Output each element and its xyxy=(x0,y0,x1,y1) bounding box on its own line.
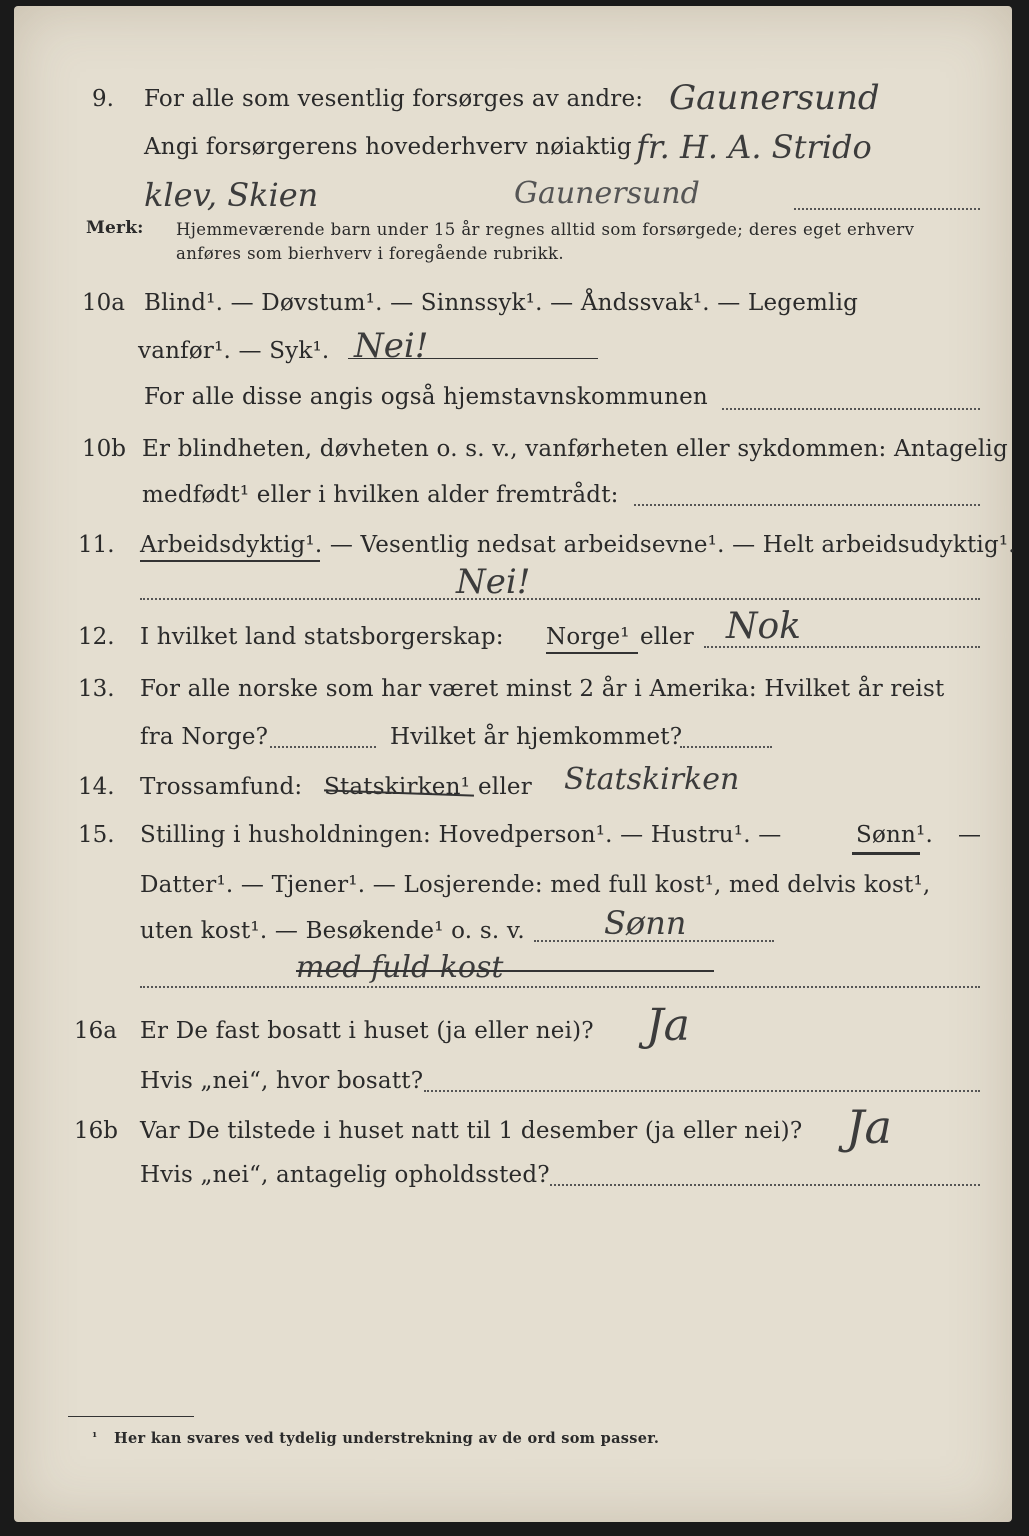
q14-eller: eller xyxy=(478,774,532,800)
census-form-page xyxy=(14,6,1016,1522)
q14-label: Trossamfund: xyxy=(140,774,303,800)
q11-underline-arbeidsdyktig xyxy=(140,560,320,562)
footnote-text: Her kan svares ved tydelig understrekning av de ord som passer. xyxy=(114,1430,660,1447)
q13-line2a: fra Norge? xyxy=(140,724,269,750)
q12-dotted-line xyxy=(704,646,980,648)
q10a-handwriting: Nei! xyxy=(354,326,429,366)
q12-underline-norge xyxy=(546,652,638,654)
question-number-10b: 10b xyxy=(82,436,126,462)
q9-line1: For alle som vesentlig forsørges av andre: xyxy=(144,86,644,112)
q16b-line2: Hvis „nei“, antagelig opholdssted? xyxy=(140,1162,550,1188)
q16a-dotted-line xyxy=(424,1090,980,1092)
q15-dotted-line-1 xyxy=(534,940,774,942)
question-number-13: 13. xyxy=(78,676,115,702)
q13-line1: For alle norske som har været minst 2 år i Amerika: Hvilket år reist xyxy=(140,676,945,702)
q13-dotted-line-2 xyxy=(680,746,772,748)
merk-line2: anføres som bierhverv i foregående rubrikk. xyxy=(176,244,565,263)
merk-line1: Hjemmeværende barn under 15 år regnes alltid som forsørgede; deres eget erhverv xyxy=(176,220,915,239)
q9-dotted-line xyxy=(794,208,980,210)
q15-dotted-line-2 xyxy=(140,986,980,988)
q14-statskirken: Statskirken¹ xyxy=(324,774,471,800)
q15-underline-sonn xyxy=(852,852,920,855)
q9-handwriting-2: fr. H. A. Strido xyxy=(636,128,872,166)
q10a-line2: vanfør¹. — Syk¹. xyxy=(138,338,330,364)
q12-norge: Norge¹ xyxy=(546,624,630,650)
question-number-9: 9. xyxy=(92,86,114,112)
question-number-14: 14. xyxy=(78,774,115,800)
q11-dotted-line xyxy=(140,598,980,600)
q10b-line1: Er blindheten, døvheten o. s. v., vanførheten eller sykdommen: Antagelig xyxy=(142,436,1008,462)
question-number-12: 12. xyxy=(78,624,115,650)
q15-line1: Stilling i husholdningen: Hovedperson¹. — Hustru¹. — xyxy=(140,822,782,848)
footnote-mark: ¹ xyxy=(92,1430,98,1444)
q12-line1: I hvilket land statsborgerskap: xyxy=(140,624,504,650)
q16b-dotted-line xyxy=(550,1184,980,1186)
q15-line2: Datter¹. — Tjener¹. — Losjerende: med full kost¹, med delvis kost¹, xyxy=(140,872,931,898)
q10b-dotted-line xyxy=(634,504,980,506)
question-number-10a: 10a xyxy=(82,290,125,316)
q13-dotted-line-1 xyxy=(270,746,376,748)
q10a-dotted-line xyxy=(722,408,980,410)
q10a-answer-line xyxy=(348,358,598,359)
q10a-line1: Blind¹. — Døvstum¹. — Sinnssyk¹. — Åndssvak¹. — Legemlig xyxy=(144,290,859,316)
question-number-16a: 16a xyxy=(74,1018,117,1044)
merk-label: Merk: xyxy=(86,218,144,238)
q9-line2: Angi forsørgerens hovederhverv nøiaktig xyxy=(144,134,632,160)
q15-handwriting-2: med fuld kost xyxy=(296,950,504,985)
q12-handwriting: Nok xyxy=(726,606,801,647)
q15-line3: uten kost¹. — Besøkende¹ o. s. v. xyxy=(140,918,525,944)
q16a-line2: Hvis „nei“, hvor bosatt? xyxy=(140,1068,424,1094)
q15-handwriting-1: Sønn xyxy=(604,904,687,942)
q16b-line1: Var De tilstede i huset natt til 1 desember (ja eller nei)? xyxy=(140,1118,803,1144)
q13-line2b: Hvilket år hjemkommet? xyxy=(390,724,683,750)
q15-dash: — xyxy=(958,822,982,848)
q9-handwriting-1: Gaunersund xyxy=(669,78,880,118)
q9-handwriting-3b: Gaunersund xyxy=(514,176,700,211)
q15-strike-line xyxy=(296,970,714,972)
footnote-rule xyxy=(68,1416,194,1417)
q9-handwriting-3a: klev, Skien xyxy=(144,176,319,214)
q11-line1: Arbeidsdyktig¹. — Vesentlig nedsat arbeidsevne¹. — Helt arbeidsudyktig¹. xyxy=(140,532,1016,558)
q14-handwriting: Statskirken xyxy=(564,762,740,797)
q11-handwriting: Nei! xyxy=(456,562,531,602)
question-number-16b: 16b xyxy=(74,1118,118,1144)
question-number-11: 11. xyxy=(78,532,115,558)
question-number-15: 15. xyxy=(78,822,115,848)
q16a-handwriting: Ja xyxy=(646,1000,690,1051)
q15-sonn: Sønn¹. xyxy=(856,822,933,848)
q16a-line1: Er De fast bosatt i huset (ja eller nei)? xyxy=(140,1018,594,1044)
q10b-line2: medfødt¹ eller i hvilken alder fremtrådt: xyxy=(142,482,619,508)
q10a-line3: For alle disse angis også hjemstavnskommunen xyxy=(144,384,708,410)
q12-eller: eller xyxy=(640,624,694,650)
q16b-handwriting: Ja xyxy=(846,1100,892,1154)
